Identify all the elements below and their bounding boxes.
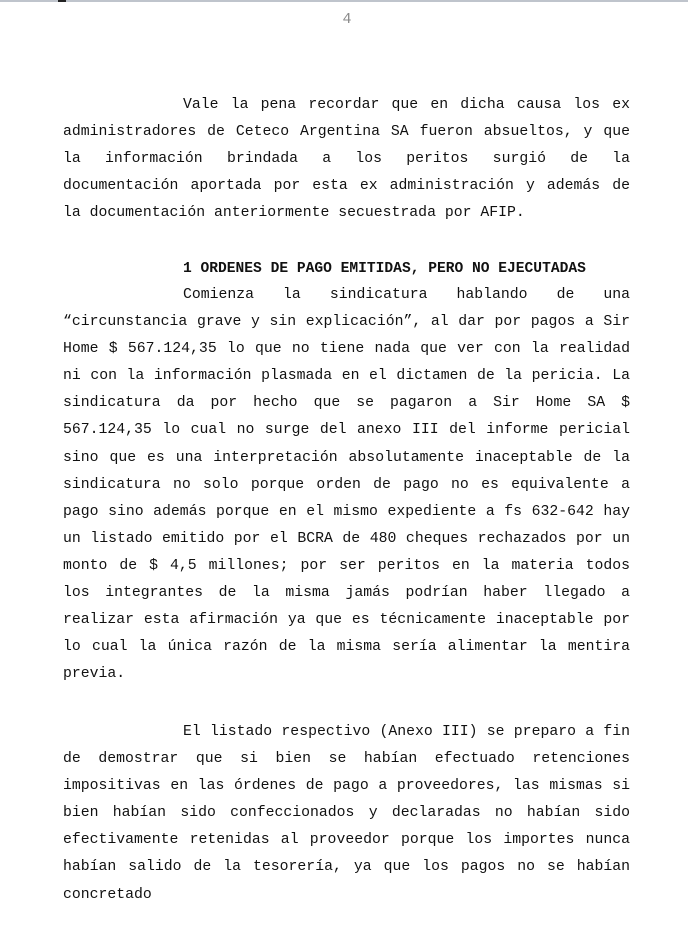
section-heading: 1 ORDENES DE PAGO EMITIDAS, PERO NO EJECUTADAS [183,261,586,277]
page-number: 4 [342,11,352,28]
paragraph-anexo: El listado respectivo (Anexo III) se preparo a fin de demostrar que si bien se habían efectuado retenciones impositivas en las órdenes de pago a proveedores, las mismas si bien habían sido confeccionados y declaradas no habían sido efectivamente retenidas al proveedor porque los importes nunca habían salido de la tesorería, ya que los pagos no se habían concretado [63,724,630,903]
paragraph-anexo-block [63,719,630,909]
paragraph-sindicatura-block [63,282,630,688]
paragraph-intro: Vale la pena recordar que en dicha causa los ex administradores de Ceteco Argentina SA fueron absueltos, y que la información brindada a los peritos surgió de la documentación aportada por esta ex administración y además de la documentación anteriormente secuestrada por AFIP. [63,97,630,222]
paragraph-intro-block [63,92,630,227]
paragraph-sindicatura: Comienza la sindicatura hablando de una “circunstancia grave y sin explicación”, al dar por pagos a Sir Home $ 567.124,35 lo que no tiene nada que ver con la realidad ni con la información plasmada en el dictamen de la pericia. La sindicatura da por hecho que se pagaron a Sir Home SA $ 567.124,35 lo cual no surge del anexo III del informe pericial sino que es una interpretación absolutamente inaceptable de la sindicatura no solo porque orden de pago no es equivalente a pago sino además porque en el mismo expediente a fs 632-642 hay un listado emitido por el BCRA de 480 cheques rechazados por un monto de $ 4,5 millones; por ser peritos en la materia todos los integrantes de la misma jamás podrían haber llegado a realizar esta afirmación ya que es técnicamente inaceptable por lo cual la única razón de la misma sería alimentar la mentira previa. [63,287,630,683]
top-rule [0,0,688,2]
corner-mark [58,0,66,2]
